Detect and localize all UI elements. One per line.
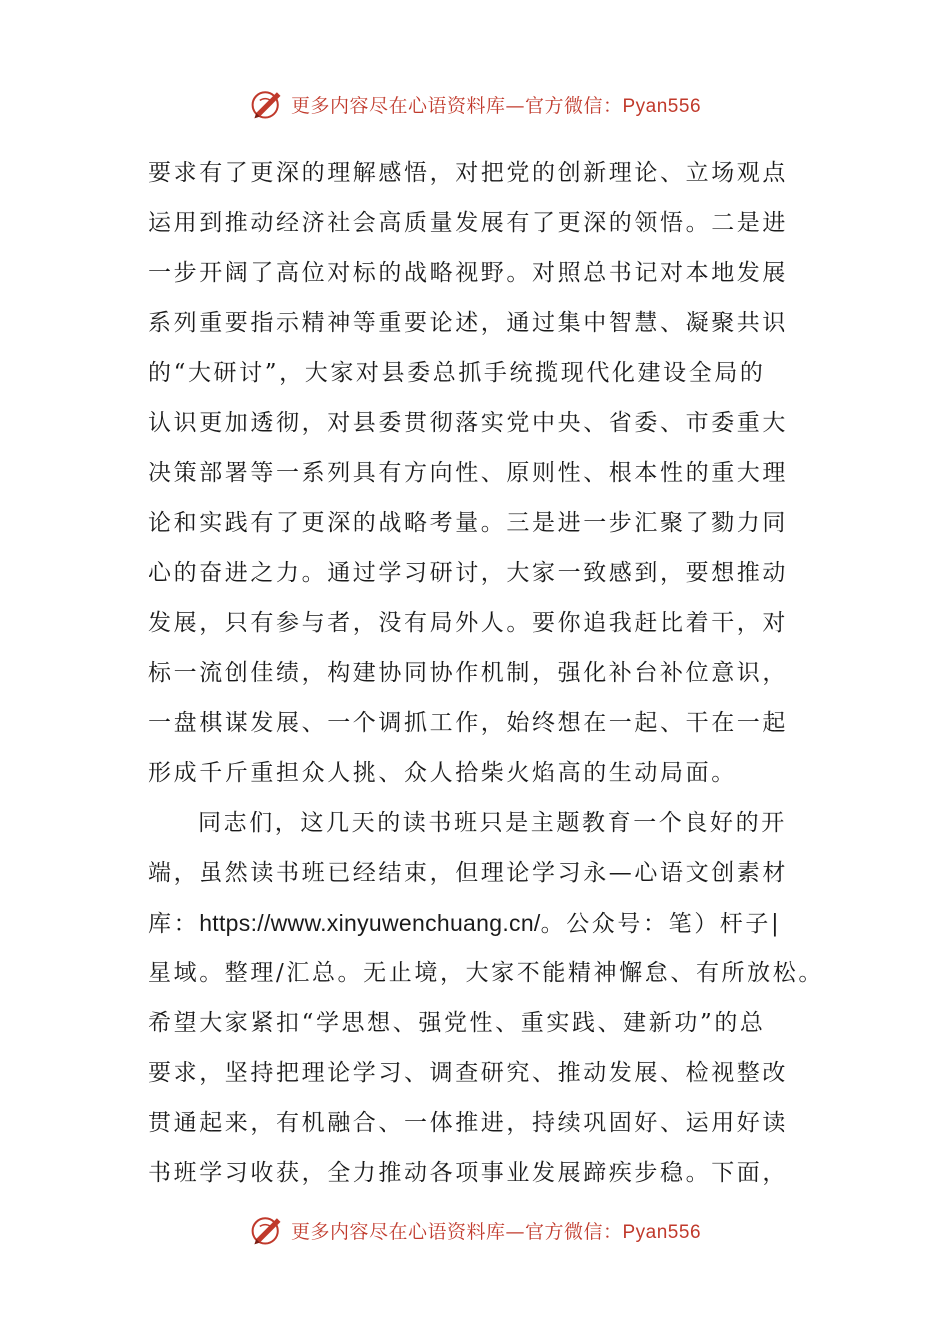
footer-banner <box>0 1208 950 1252</box>
text-line: 标一流创佳绩，构建协同协作机制，强化补台补位意识， <box>148 660 788 686</box>
text-line: 贯通起来，有机融合、一体推进，持续巩固好、运用好读 <box>148 1110 788 1136</box>
website-link[interactable]: https://www.xinyuwenchuang.cn/ <box>199 910 541 936</box>
text-line: 要求，坚持把理论学习、调查研究、推动发展、检视整改 <box>148 1060 788 1086</box>
text-line: 一步开阔了高位对标的战略视野。对照总书记对本地发展 <box>148 260 788 286</box>
text-line: 要求有了更深的理解感悟，对把党的创新理论、立场观点 <box>148 160 788 186</box>
banner-text: 更多内容尽在心语资料库—官方微信：Pyan556 <box>290 1220 702 1243</box>
text-line: 希望大家紧扣“学思想、强党性、重实践、建新功”的总 <box>148 1010 766 1036</box>
document-body <box>148 148 824 1198</box>
text-line: 星域。整理/汇总。无止境，大家不能精神懈怠、有所放松。 <box>148 960 824 986</box>
url-line <box>148 898 808 948</box>
url-prefix: 库： <box>148 911 200 937</box>
pen-circle-logo-icon <box>249 1212 285 1248</box>
text-line: 心的奋进之力。通过学习研讨，大家一致感到，要想推动 <box>148 560 788 586</box>
text-line: 一盘棋谋发展、一个调抓工作，始终想在一起、干在一起 <box>148 710 788 736</box>
header-banner <box>0 82 950 126</box>
banner-text: 更多内容尽在心语资料库—官方微信：Pyan556 <box>290 94 702 117</box>
text-line: 系列重要指示精神等重要论述，通过集中智慧、凝聚共识 <box>148 310 788 336</box>
text-line: 发展，只有参与者，没有局外人。要你追我赶比着干，对 <box>148 610 788 636</box>
text-line: 论和实践有了更深的战略考量。三是进一步汇聚了勠力同 <box>148 510 788 536</box>
text-line: 形成千斤重担众人挑、众人拾柴火焰高的生动局面。 <box>148 760 737 786</box>
wechat-handle: Pyan556 <box>622 95 702 117</box>
text-line: 认识更加透彻，对县委贯彻落实党中央、省委、市委重大 <box>148 410 788 436</box>
text-line: 书班学习收获，全力推动各项事业发展蹄疾步稳。下面， <box>148 1160 788 1186</box>
text-line: 运用到推动经济社会高质量发展有了更深的领悟。二是进 <box>148 210 788 236</box>
text-line: 端，虽然读书班已经结束，但理论学习永—心语文创素材 <box>148 860 788 886</box>
wechat-handle: Pyan556 <box>622 1221 702 1243</box>
paragraph-start-line: 同志们，这几天的读书班只是主题教育一个良好的开 <box>198 810 787 836</box>
text-line: 决策部署等一系列具有方向性、原则性、根本性的重大理 <box>148 460 788 486</box>
pen-circle-logo-icon <box>249 86 285 122</box>
text-line: 的“大研讨”，大家对县委总抓手统揽现代化建设全局的 <box>148 360 766 386</box>
url-suffix: 。公众号：笔）杆子| <box>540 911 782 937</box>
